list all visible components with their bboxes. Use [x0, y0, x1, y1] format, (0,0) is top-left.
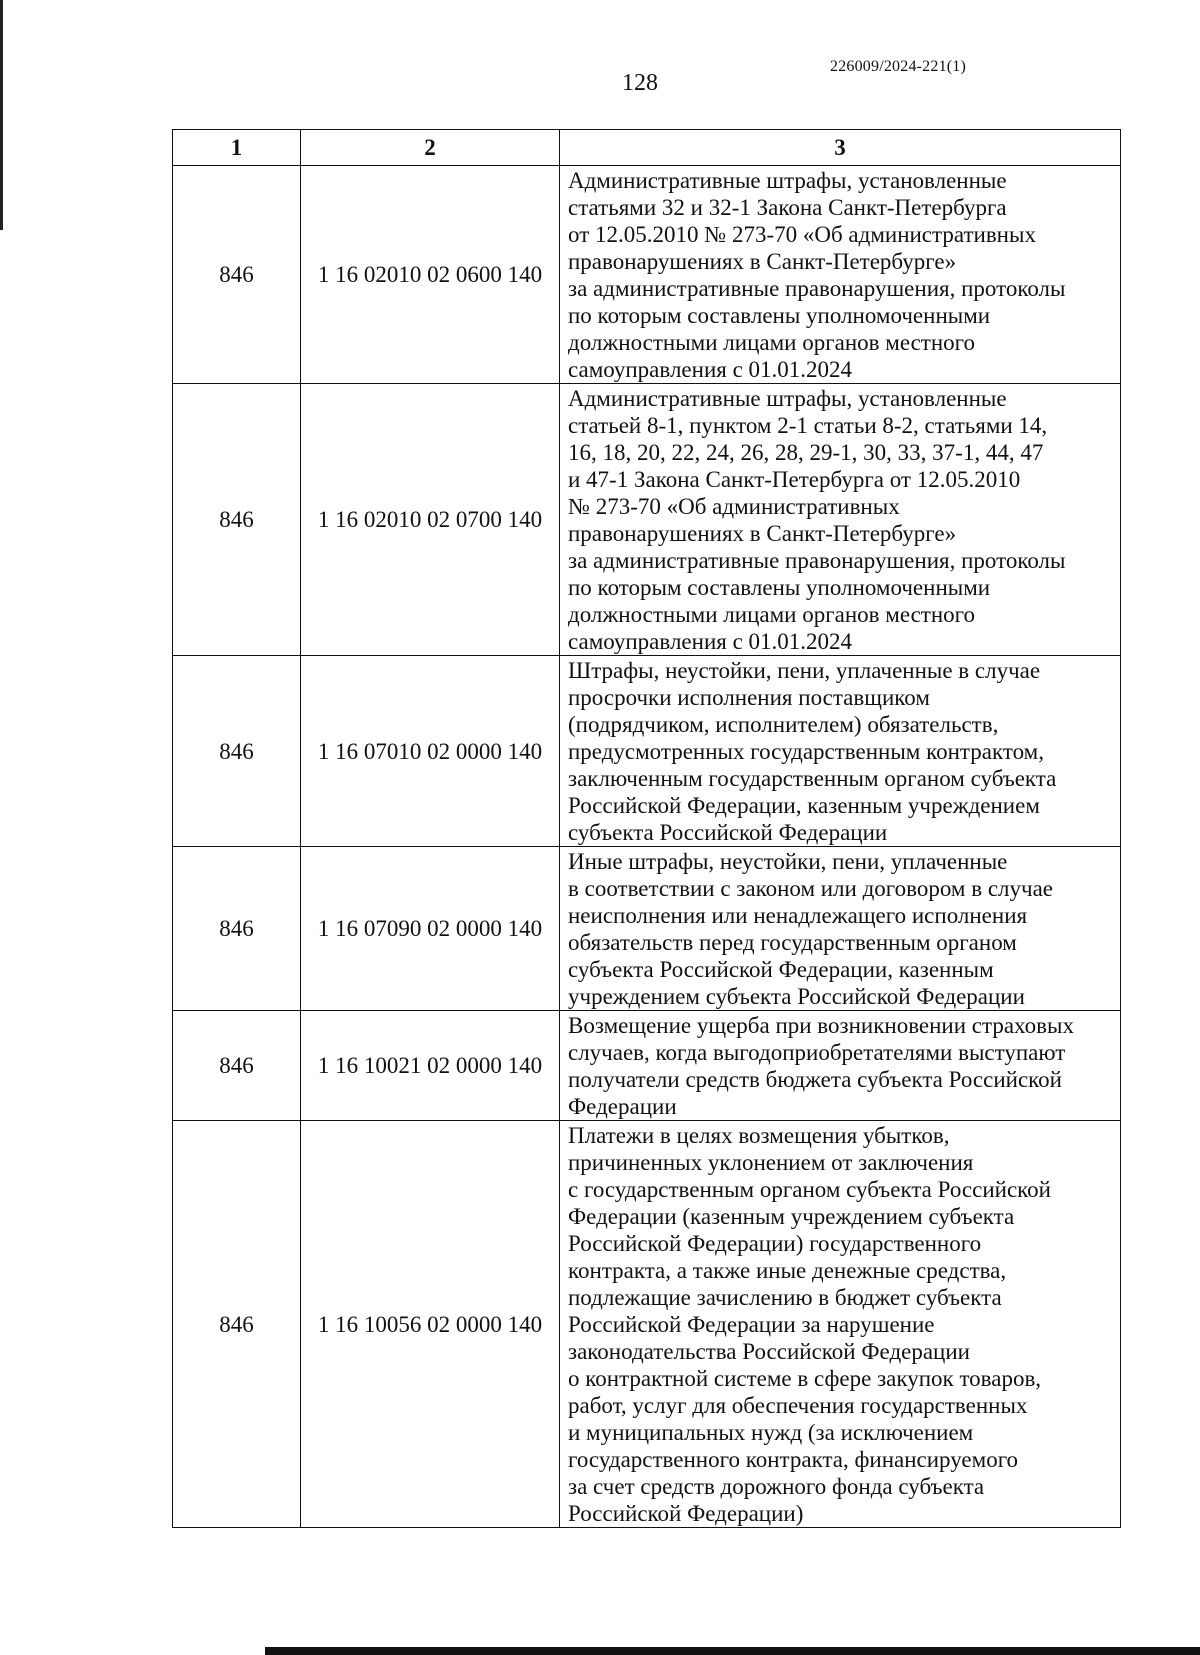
description-line: и муниципальных нужд (за исключением [568, 1420, 974, 1445]
description-line: о контрактной системе в сфере закупок товаров, [568, 1366, 1042, 1391]
revenue-description-cell [560, 1121, 1121, 1528]
description-line: законодательства Российской Федерации [568, 1339, 970, 1364]
description-line: статьями 32 и 32-1 Закона Санкт-Петербурга [568, 195, 1007, 220]
description-line: случаев, когда выгодоприобретателями выступают [568, 1040, 1066, 1065]
table-row [173, 384, 1121, 656]
description-line: Федерации (казенным учреждением субъекта [568, 1204, 1015, 1229]
description-line: за административные правонарушения, протоколы [568, 548, 1066, 573]
description-line: предусмотренных государственным контрактом, [568, 739, 1044, 764]
description-line: контракта, а также иные денежные средства, [568, 1258, 1007, 1283]
revenue-description-cell [560, 1011, 1121, 1121]
description-line: Административные штрафы, установленные [568, 168, 1007, 193]
description-line: субъекта Российской Федерации [568, 820, 888, 845]
description-line: должностными лицами органов местного [568, 602, 976, 627]
description-line: за административные правонарушения, протоколы [568, 276, 1066, 301]
scan-left-edge [0, 0, 3, 230]
description-line: обязательств перед государственным органом [568, 930, 1017, 955]
description-line: № 273-70 «Об административных [568, 494, 900, 519]
admin-code-cell: 846 [173, 166, 301, 384]
description-line: учреждением субъекта Российской Федерации [568, 984, 1025, 1009]
table-body [173, 166, 1121, 1528]
description-line: работ, услуг для обеспечения государственных [568, 1393, 1028, 1418]
description-line: за счет средств дорожного фонда субъекта [568, 1474, 985, 1499]
description-line: подлежащие зачислению в бюджет субъекта [568, 1285, 1002, 1310]
description-line: государственного контракта, финансируемого [568, 1447, 1019, 1472]
description-line: по которым составлены уполномоченными [568, 303, 991, 328]
description-line: правонарушениях в Санкт-Петербурге» [568, 249, 957, 274]
budget-classification-code-cell: 1 16 07010 02 0000 140 [301, 656, 560, 847]
column-header-1: 1 [173, 130, 301, 166]
description-line: (подрядчиком, исполнителем) обязательств, [568, 712, 999, 737]
description-line: Российской Федерации за нарушение [568, 1312, 935, 1337]
description-line: Российской Федерации) государственного [568, 1231, 982, 1256]
description-line: правонарушениях в Санкт-Петербурге» [568, 521, 957, 546]
description-line: Российской Федерации) [568, 1501, 804, 1526]
budget-classification-code-cell: 1 16 10056 02 0000 140 [301, 1121, 560, 1528]
revenue-description-cell [560, 847, 1121, 1011]
admin-code-cell: 846 [173, 847, 301, 1011]
description-line: от 12.05.2010 № 273-70 «Об административных [568, 222, 1036, 247]
description-line: причиненных уклонением от заключения [568, 1150, 974, 1175]
admin-code-cell: 846 [173, 1011, 301, 1121]
description-line: самоуправления с 01.01.2024 [568, 629, 853, 654]
table-header-row [173, 130, 1121, 166]
description-line: статьей 8-1, пунктом 2-1 статьи 8-2, статьями 14, [568, 413, 1048, 438]
budget-classification-code-cell: 1 16 10021 02 0000 140 [301, 1011, 560, 1121]
table-row [173, 1011, 1121, 1121]
description-line: Иные штрафы, неустойки, пени, уплаченные [568, 849, 1008, 874]
description-line: Платежи в целях возмещения убытков, [568, 1123, 950, 1148]
document-number: 226009/2024-221(1) [830, 58, 967, 75]
description-line: самоуправления с 01.01.2024 [568, 357, 853, 382]
description-line: Административные штрафы, установленные [568, 386, 1007, 411]
description-line: и 47-1 Закона Санкт-Петербурга от 12.05.2010 [568, 467, 1021, 492]
description-line: 16, 18, 20, 22, 24, 26, 28, 29-1, 30, 33, 37-1, 44, 47 [568, 440, 1044, 465]
budget-classification-code-cell: 1 16 02010 02 0700 140 [301, 384, 560, 656]
table-row [173, 1121, 1121, 1528]
description-line: по которым составлены уполномоченными [568, 575, 991, 600]
admin-code-cell: 846 [173, 1121, 301, 1528]
revenue-description-cell [560, 384, 1121, 656]
table-row [173, 166, 1121, 384]
budget-codes-table [172, 129, 1121, 1528]
description-line: с государственным органом субъекта Российской [568, 1177, 1051, 1202]
description-line: неисполнения или ненадлежащего исполнения [568, 903, 1028, 928]
description-line: субъекта Российской Федерации, казенным [568, 957, 994, 982]
description-line: получатели средств бюджета субъекта Российской [568, 1067, 1062, 1092]
budget-classification-code-cell: 1 16 07090 02 0000 140 [301, 847, 560, 1011]
column-header-2: 2 [301, 130, 560, 166]
table-row [173, 847, 1121, 1011]
scan-bottom-edge [265, 1647, 1200, 1655]
description-line: просрочки исполнения поставщиком [568, 685, 930, 710]
description-line: заключенным государственным органом субъекта [568, 766, 1057, 791]
admin-code-cell: 846 [173, 384, 301, 656]
page-number: 128 [622, 70, 658, 96]
description-line: Возмещение ущерба при возникновении страховых [568, 1013, 1074, 1038]
description-line: Российской Федерации, казенным учреждением [568, 793, 1040, 818]
table-row [173, 656, 1121, 847]
column-header-3: 3 [560, 130, 1121, 166]
admin-code-cell: 846 [173, 656, 301, 847]
description-line: Штрафы, неустойки, пени, уплаченные в случае [568, 658, 1041, 683]
budget-classification-code-cell: 1 16 02010 02 0600 140 [301, 166, 560, 384]
description-line: должностными лицами органов местного [568, 330, 976, 355]
description-line: в соответствии с законом или договором в случае [568, 876, 1054, 901]
description-line: Федерации [568, 1094, 677, 1119]
revenue-description-cell [560, 166, 1121, 384]
revenue-description-cell [560, 656, 1121, 847]
